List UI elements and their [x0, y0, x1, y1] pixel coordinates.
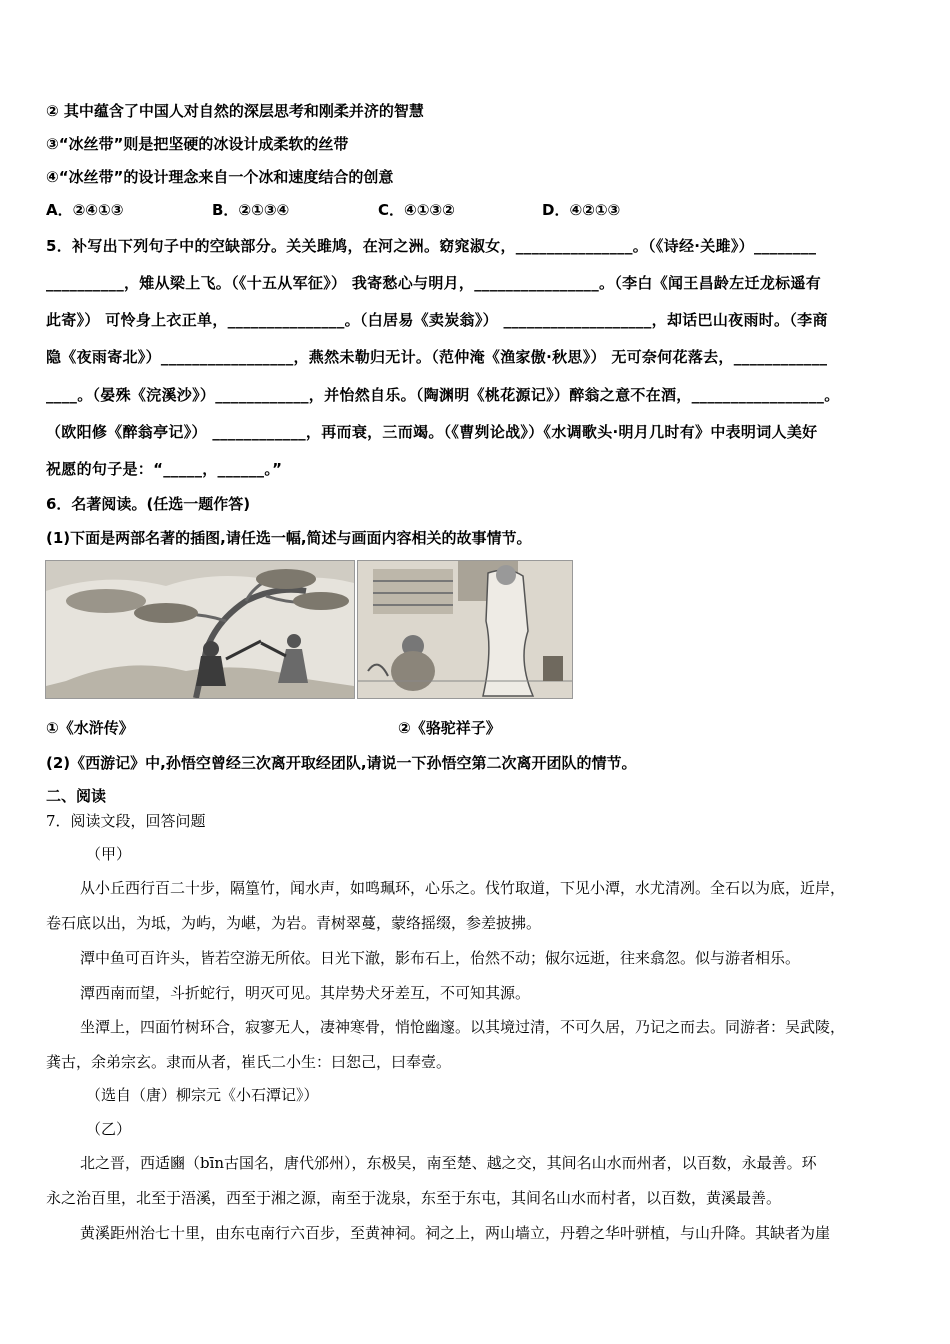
- jia-line-2: 卷石底以出，为坻，为屿，为嵁，为岩。青树翠蔓，蒙络摇缀，参差披拂。: [46, 914, 542, 932]
- jia-line-6: 龚古，余弟宗玄。隶而从者，崔氏二小生：曰恕己，曰奉壹。: [46, 1053, 452, 1071]
- choice-d: D．④②①③: [542, 201, 621, 219]
- choice-b: B．②①③④: [212, 201, 290, 219]
- q5-line-5: ____。（晏殊《浣溪沙》）____________，并怡然自乐。（陶渊明《桃花源记》）醉翁之意不在酒，_________________。: [46, 386, 840, 404]
- option-line-2: ② 其中蕴含了中国人对自然的深层思考和刚柔并济的智慧: [46, 102, 424, 120]
- yi-line-2: 永之治百里，北至于浯溪，西至于湘之源，南至于泷泉，东至于东屯，其间名山水而村者，以百数，黄溪最善。: [46, 1189, 782, 1207]
- q5-line-6: （欧阳修《醉翁亭记》） ____________，再而衰，三而竭。（《曹刿论战》）《水调歌头·明月几时有》中表明词人美好: [46, 423, 818, 441]
- label-jia: （甲）: [86, 845, 132, 863]
- q5-line-7: 祝愿的句子是：“_____，______。”: [46, 460, 283, 478]
- illustration-water-margin: [45, 560, 355, 699]
- yi-line-1: 北之晋，西适豳（bīn古国名，唐代邠州），东极吴，南至楚、越之交，其间名山水而州者，以百数，永最善。环: [80, 1154, 817, 1172]
- choice-c: C．④①③②: [378, 201, 455, 219]
- jia-source: （选自（唐）柳宗元《小石潭记》）: [86, 1086, 319, 1104]
- q5-line-3: 此寄》） 可怜身上衣正单，_______________。（白居易《卖炭翁》） ___________________，却话巴山夜雨时。（李商: [46, 311, 828, 329]
- choice-a: A．②④①③: [46, 201, 124, 219]
- q5-line-1: 5．补写出下列句子中的空缺部分。关关雎鸠，在河之洲。窈窕淑女，_______________。（《诗经·关雎》）________: [46, 237, 817, 255]
- option-line-4: ④“冰丝带”的设计理念来自一个冰和速度结合的创意: [46, 168, 394, 186]
- caption-camel-xiangzi: ②《骆驼祥子》: [398, 719, 501, 737]
- q7-title: 7．阅读文段，回答问题: [46, 812, 206, 830]
- q6-title: 6．名著阅读。(任选一题作答): [46, 495, 251, 513]
- q6-sub1: (1)下面是两部名著的插图,请任选一幅,简述与画面内容相关的故事情节。: [46, 529, 532, 547]
- caption-water-margin: ①《水浒传》: [46, 719, 134, 737]
- option-line-3: ③“冰丝带”则是把坚硬的冰设计成柔软的丝带: [46, 135, 349, 153]
- illustration-camel-xiangzi: [357, 560, 573, 699]
- section-reading: 二、阅读: [46, 787, 107, 805]
- yi-line-3: 黄溪距州治七十里，由东屯南行六百步，至黄神祠。祠之上，两山墙立，丹碧之华叶骈植，与山升降。其缺者为崖: [80, 1224, 831, 1242]
- jia-line-3: 潭中鱼可百许头，皆若空游无所依。日光下澈，影布石上，佁然不动；俶尔远逝，往来翕忽。似与游者相乐。: [80, 949, 801, 967]
- q6-sub2: (2)《西游记》中,孙悟空曾经三次离开取经团队,请说一下孙悟空第二次离开团队的情节。: [46, 754, 637, 772]
- q5-line-2: __________，雉从梁上飞。（《十五从军征》） 我寄愁心与明月，________________。（李白《闻王昌龄左迁龙标遥有: [46, 274, 822, 292]
- label-yi: （乙）: [86, 1120, 132, 1138]
- q5-line-4: 隐《夜雨寄北》）_________________，燕然未勒归无计。（范仲淹《渔家傲·秋思》） 无可奈何花落去，____________: [46, 348, 828, 366]
- jia-line-5: 坐潭上，四面竹树环合，寂寥无人，凄神寒骨，悄怆幽邃。以其境过清，不可久居，乃记之而去。同游者：吴武陵，: [80, 1018, 846, 1036]
- jia-line-1: 从小丘西行百二十步，隔篁竹，闻水声，如鸣珮环，心乐之。伐竹取道，下见小潭，水尤清冽。全石以为底，近岸，: [80, 879, 846, 897]
- jia-line-4: 潭西南而望，斗折蛇行，明灭可见。其岸势犬牙差互，不可知其源。: [80, 984, 531, 1002]
